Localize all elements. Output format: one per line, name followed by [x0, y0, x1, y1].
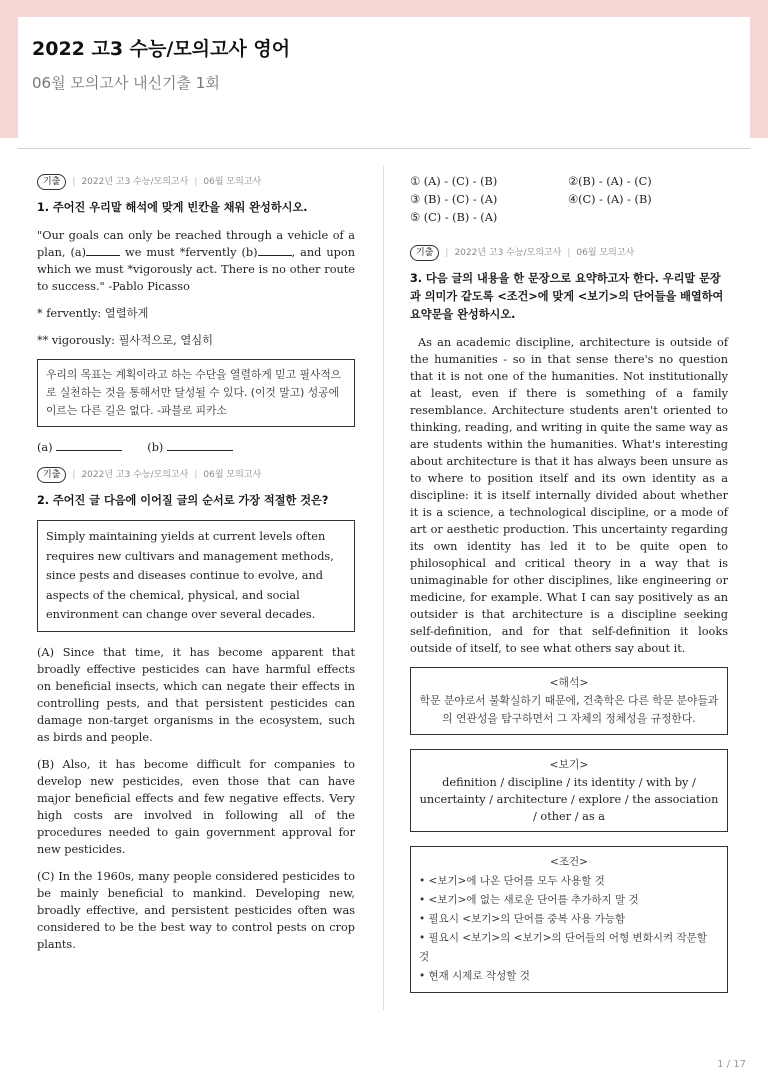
tag-source: 2022년 고3 수능/모의고사: [454, 247, 562, 258]
blank-b: [258, 245, 292, 256]
tag-separator: |: [194, 469, 198, 480]
question-1-title: 1. 주어진 우리말 해석에 맞게 빈칸을 채워 완성하시오.: [37, 201, 308, 214]
left-column: [37, 173, 355, 963]
tag-month: 06월 모의고사: [576, 247, 635, 258]
exam-tag: 기출: [410, 245, 439, 261]
option-5[interactable]: ⑤ (C) - (B) - (A): [410, 211, 498, 224]
answer-b-label: (b): [147, 441, 164, 454]
quote-part-b: we must *fervently (b): [120, 246, 258, 259]
interpretation-title: <해석>: [549, 676, 589, 689]
interpretation-text: 학문 분야로서 불확실하기 때문에, 건축학은 다른 학문 분야들과의 연관성을 탐구하면서 그 자체의 정체성을 규정한다.: [419, 694, 719, 725]
answer-b-blank: [167, 440, 233, 451]
footnote-fervently: * fervently: 열렬하게: [37, 307, 149, 320]
tag-separator: |: [567, 247, 571, 258]
tag-source: 2022년 고3 수능/모의고사: [81, 469, 189, 480]
question-3-tagline: [410, 244, 728, 262]
question-3-passage: As an academic discipline, architecture is outside of the humanities - so in that sense there's no question that it is not one of the humanities. Not institutionally at least, even if there is something of a family resemblance. Architecture students aren't oriented to thinking, reading, and writing in quite the same way as are students within the humanities. What's interesting about architecture is that it has always been unsure as to where to position itself and its own identity as a discipline: it is itself internally divided about whether it is a science, a technological discipline, or a mode of art or aesthetic production. This uncertainty regarding its own identity has led it to be quite open to philosophical and critical theory in a way that is unimaginable for other disciplines, like engineering or medicine, for example. What I can say positively as an outsider is that architecture is a discipline seeking self-definition, and for that self-definition it looks outside of itself, to see what others say about it.: [410, 336, 728, 655]
interpretation-box: [410, 667, 728, 735]
translation-box: 우리의 목표는 계획이라고 하는 수단을 열렬하게 믿고 필사적으로 실천하는 것을 통해서만 달성될 수 있다. (이것 말고) 성공에 이르는 다른 길은 없다. -파블로 피카소: [37, 359, 355, 427]
passage-a: (A) Since that time, it has become apparent that broadly effective pesticides can have harmful effects on beneficial insects, which can negate their effects in controlling pests, and that persistent pesticides can damage non-target organisms in the ecosystem, such as birds and people.: [37, 645, 355, 744]
answer-options: [410, 173, 728, 226]
exam-tag: 기출: [37, 467, 66, 483]
page-title: 2022 고3 수능/모의고사 영어: [32, 38, 291, 60]
right-column: [410, 173, 728, 1007]
quote-part-c: , and upon which we must *vigorously act. There is no other route to success." -Pablo Picasso: [37, 246, 355, 293]
condition-item: • 현재 시제로 작성할 것: [419, 970, 530, 982]
bogi-words: definition / discipline / its identity / with by / uncertainty / architecture / explore / the association / other / as a: [419, 776, 719, 823]
quote-part-a: "Our goals can only be reached through a vehicle of a plan, (a): [37, 229, 355, 259]
question-3-title: 3. 다음 글의 내용을 한 문장으로 요약하고자 한다. 우리말 문장과 의미가 같도록 <조건>에 맞게 <보기>의 단어들을 배열하여 요약문을 완성하시오.: [410, 272, 724, 321]
given-passage-box: Simply maintaining yields at current levels often requires new cultivars and management methods, since pests and diseases continue to evolve, and aspects of the chemical, physical, and social environment can change over several decades.: [37, 520, 355, 632]
question-1-quote: [37, 227, 355, 295]
page-number: 1 / 17: [717, 1059, 746, 1070]
footnote-vigorously: ** vigorously: 필사적으로, 열심히: [37, 334, 214, 347]
tag-separator: |: [72, 469, 76, 480]
page-subtitle: 06월 모의고사 내신기출 1회: [32, 74, 220, 92]
tag-separator: |: [72, 176, 76, 187]
column-divider: [383, 165, 384, 1010]
option-2[interactable]: ②(B) - (A) - (C): [568, 175, 652, 188]
passage-b: (B) Also, it has become difficult for companies to develop new pesticides, even those that can have major beneficial effects and few negative effects. Very high costs are involved in following all of the procedures needed to gain government approval for new pesticides.: [37, 757, 355, 856]
option-3[interactable]: ③ (B) - (C) - (A): [410, 193, 498, 206]
answer-a-label: (a): [37, 441, 53, 454]
answer-line: [37, 439, 355, 456]
passage-c: (C) In the 1960s, many people considered pesticides to be mainly beneficial to mankind. Developing new, broadly effective, and persistent pesticides often was considered to be the best way to control pests on crop plants.: [37, 869, 355, 951]
exam-tag: 기출: [37, 174, 66, 190]
condition-item: • <보기>에 없는 새로운 단어를 추가하지 말 것: [419, 894, 639, 906]
tag-month: 06월 모의고사: [203, 176, 262, 187]
bogi-box: [410, 749, 728, 832]
option-4[interactable]: ④(C) - (A) - (B): [568, 193, 652, 206]
tag-separator: |: [194, 176, 198, 187]
condition-item: • <보기>에 나온 단어를 모두 사용할 것: [419, 875, 605, 887]
condition-item: • 필요시 <보기>의 단어를 중복 사용 가능함: [419, 913, 626, 925]
question-1-tagline: [37, 173, 355, 191]
bogi-title: <보기>: [549, 758, 589, 771]
blank-a: [86, 245, 120, 256]
question-2-title: 2. 주어진 글 다음에 이어질 글의 순서로 가장 적절한 것은?: [37, 494, 329, 507]
option-1[interactable]: ① (A) - (C) - (B): [410, 175, 498, 188]
condition-item: • 필요시 <보기>의 <보기>의 단어들의 어형 변화시켜 작문할 것: [419, 932, 707, 963]
tag-separator: |: [445, 247, 449, 258]
answer-a-blank: [56, 440, 122, 451]
tag-source: 2022년 고3 수능/모의고사: [81, 176, 189, 187]
header-divider: [18, 148, 750, 149]
conditions-box: [410, 846, 728, 993]
tag-month: 06월 모의고사: [203, 469, 262, 480]
question-2-tagline: [37, 466, 355, 484]
conditions-title: <조건>: [550, 856, 588, 868]
